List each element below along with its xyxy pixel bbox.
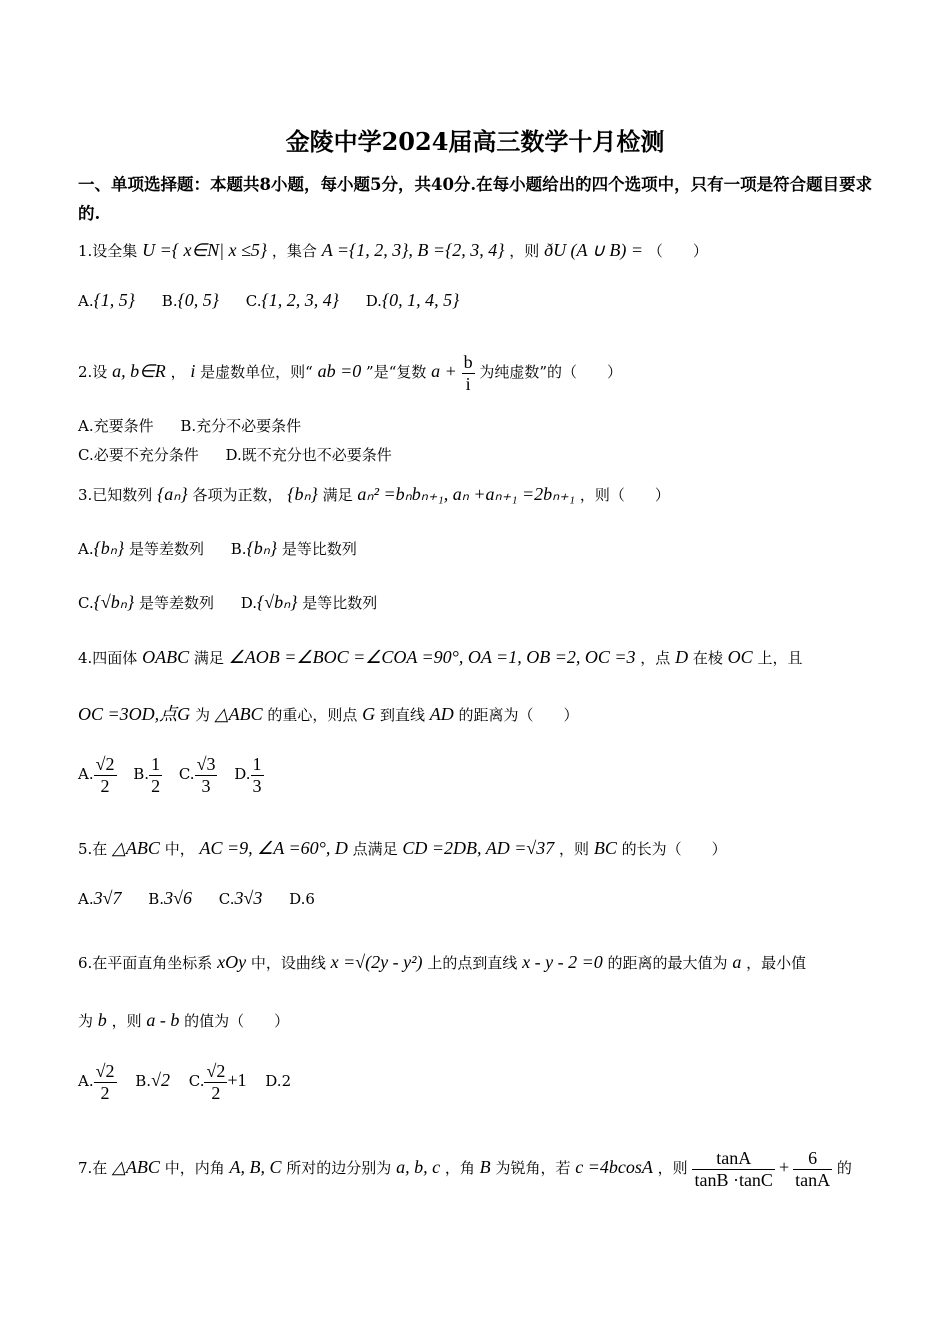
q1-universal-set: U ={ x∈N| x ≤5} xyxy=(142,240,268,260)
q2-ab-real: a, b∈R xyxy=(112,361,166,381)
q4-option-c[interactable]: C. $\frac{√3}{3}$ xyxy=(178,753,216,796)
q4-option-b[interactable]: B. $\frac{1}{2}$ xyxy=(133,753,161,796)
q2-condition: ab =0 xyxy=(317,361,362,381)
q6-option-c[interactable]: C. $\frac{√2}{2}$ +1 xyxy=(188,1060,247,1103)
q6-option-d[interactable]: D.2 xyxy=(265,1072,292,1090)
q1-option-b[interactable]: B.{0, 5} xyxy=(161,290,219,310)
q5-condition: AC =9, ∠A =60°, D xyxy=(199,838,348,858)
question-7: 7.在 △ABC 中，内角 A, B, C 所对的边分别为 a, b, c ，角 B 为锐角，若 c =4bcosA ，则 $\frac{\tan A}{\tan B \cdot\tan C}$ + $\frac{6}{\tan A}$ 的 xyxy=(78,1147,852,1190)
question-2-options-row1 xyxy=(78,416,323,436)
question-2-options-row2 xyxy=(78,445,414,465)
question-1-options xyxy=(78,290,481,311)
q7-fraction-1: $\frac{\tan A}{\tan B \cdot\tan C}$ xyxy=(694,1147,773,1190)
q4-option-a[interactable]: A. $\frac{√2}{2}$ xyxy=(78,753,115,796)
q5-option-c[interactable]: C.3√3 xyxy=(218,888,263,908)
q3-option-a[interactable]: A.{bₙ} 是等差数列 xyxy=(78,538,204,558)
q5-option-d[interactable]: D.6 xyxy=(289,890,315,908)
q1-sets: A ={1, 2, 3}, B ={2, 3, 4} xyxy=(321,240,505,260)
question-3: 3.已知数列 {aₙ} 各项为正数， {bₙ} 满足 aₙ² =bₙbₙ₊₁, aₙ +aₙ₊₁ =2bₙ₊₁ ，则（ ） xyxy=(78,484,670,504)
question-2: 2.设 a, b∈R ， i 是虚数单位，则“ ab =0 ”是“复数 a + $\frac{b}{i}$ 为纯虚数”的（ ） xyxy=(78,351,623,394)
exam-title: 金陵中学2024届高三数学十月检测 xyxy=(285,127,665,156)
q4-option-d[interactable]: D. $\frac{1}{3}$ xyxy=(234,753,262,796)
question-6-options xyxy=(78,1056,313,1105)
question-3-options-row2 xyxy=(78,592,399,613)
q1-expression: ðU (A ∪ B) = xyxy=(544,240,644,260)
q3-option-b[interactable]: B.{bₙ} 是等比数列 xyxy=(230,538,357,558)
q7-fraction-2: $\frac{6}{\tan A}$ xyxy=(795,1147,831,1190)
question-1: 1.设全集 U ={ x∈N| x ≤5} ，集合 A ={1, 2, 3}, B ={2, 3, 4} ，则 ðU (A ∪ B) = （ ） xyxy=(78,240,708,260)
q1-option-a[interactable]: A.{1, 5} xyxy=(78,290,136,310)
question-5-options xyxy=(78,888,337,909)
q5-option-b[interactable]: B.3√6 xyxy=(148,888,192,908)
q6-curve: x =√(2y - y²) xyxy=(330,952,423,972)
q3-condition: aₙ² =bₙbₙ₊₁, aₙ +aₙ₊₁ =2bₙ₊₁ xyxy=(357,484,576,504)
q6-line: x - y - 2 =0 xyxy=(522,952,603,972)
q7-condition: c =4bcosA xyxy=(575,1157,653,1177)
q3-option-d[interactable]: D.{√bₙ} 是等比数列 xyxy=(240,592,378,612)
question-6-line2: 为 b ，则 a - b 的值为（ ） xyxy=(78,1010,290,1030)
question-5: 5.在 △ABC 中， AC =9, ∠A =60°, D 点满足 CD =2DB, AD =√37 ，则 BC 的长为（ ） xyxy=(78,838,727,858)
question-4-options xyxy=(78,750,286,798)
question-4: 4.四面体 OABC 满足 ∠AOB =∠BOC =∠COA =90°, OA =1, OB =2, OC =3 ，点 D 在棱 OC 上，且 xyxy=(78,647,803,667)
question-3-options-row1 xyxy=(78,538,379,559)
q2-option-b[interactable]: B.充分不必要条件 xyxy=(180,417,302,435)
q2-option-c[interactable]: C.必要不充分条件 xyxy=(78,446,199,464)
q6-option-a[interactable]: A. $\frac{√2}{2}$ xyxy=(78,1060,115,1103)
q1-option-c[interactable]: C.{1, 2, 3, 4} xyxy=(245,290,339,310)
q3-option-c[interactable]: C.{√bₙ} 是等差数列 xyxy=(78,592,214,612)
section-heading: 一、单项选择题：本题共8小题，每小题5分，共40分.在每小题给出的四个选项中，只有一项是符合题目要求的. xyxy=(78,175,873,223)
q2-option-d[interactable]: D.既不充分也不必要条件 xyxy=(225,446,392,464)
q2-option-a[interactable]: A.充要条件 xyxy=(78,417,154,435)
q2-fraction: $\frac{b}{i}$ xyxy=(463,351,473,394)
q1-option-d[interactable]: D.{0, 1, 4, 5} xyxy=(365,290,460,310)
q6-option-b[interactable]: B.√2 xyxy=(135,1070,170,1090)
q5-condition-2: CD =2DB, AD =√37 xyxy=(402,838,555,858)
question-4-line2: OC =3OD,点G 为 △ABC 的重心，则点 G 到直线 AD 的距离为（ ） xyxy=(78,704,579,724)
question-6: 6.在平面直角坐标系 xOy 中，设曲线 x =√(2y - y²) 上的点到直线 x - y - 2 =0 的距离的最大值为 a ，最小值 xyxy=(78,952,807,972)
q4-condition: ∠AOB =∠BOC =∠COA =90°, OA =1, OB =2, OC =3 xyxy=(228,647,636,667)
q5-option-a[interactable]: A.3√7 xyxy=(78,888,122,908)
